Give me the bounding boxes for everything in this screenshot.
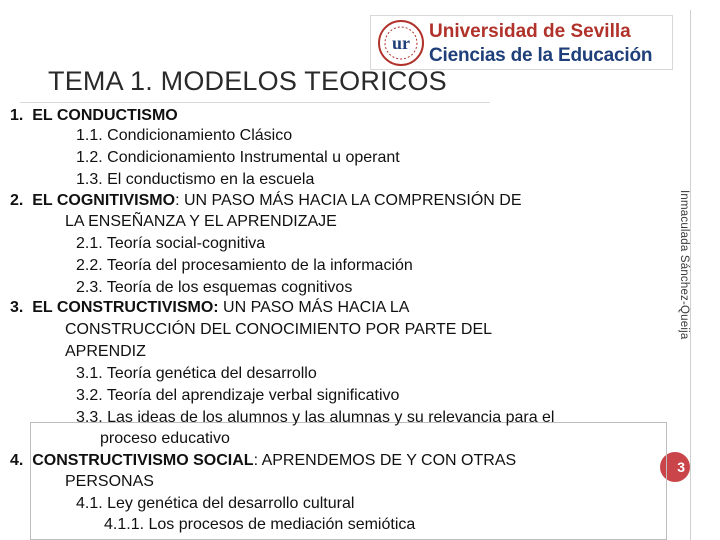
item-heading: EL CONSTRUCTIVISMO: [32, 299, 219, 316]
outline-item-continuation: LA ENSEÑANZA Y EL APRENDIZAJE [65, 213, 337, 230]
page-number: 3 [677, 459, 685, 475]
university-name: Universidad de Sevilla [429, 21, 631, 42]
outline-subitem: 1.1. Condicionamiento Clásico [76, 127, 293, 144]
svg-text:ur: ur [392, 33, 410, 53]
outline-subsubitem: 4.1.1. Los procesos de mediación semiótica [104, 516, 416, 533]
item-number: 1. [10, 107, 24, 124]
item-heading: CONSTRUCTIVISMO SOCIAL [32, 452, 254, 469]
outline-item-1 [10, 106, 178, 126]
item-heading-rest: : APRENDEMOS DE Y CON OTRAS [253, 452, 517, 469]
item-heading: EL CONDUCTISMO [32, 107, 178, 124]
outline-subitem: 1.2. Condicionamiento Instrumental u operant [76, 149, 400, 166]
outline-subitem: 3.1. Teoría genética del desarrollo [76, 365, 317, 382]
outline-item-3 [10, 298, 409, 318]
outline-item-2 [10, 191, 522, 211]
outline-subitem: 4.1. Ley genética del desarrollo cultural [76, 495, 355, 512]
item-heading-rest: UN PASO MÁS HACIA LA [218, 299, 410, 316]
outline-subitem: 2.2. Teoría del procesamiento de la información [76, 257, 413, 274]
author-label: Inmaculada Sánchez-Queija [678, 190, 690, 340]
outline-subitem: 2.3. Teoría de los esquemas cognitivos [76, 279, 353, 296]
item-number: 3. [10, 299, 24, 316]
page-title: TEMA 1. MODELOS TEORICOS [48, 66, 447, 96]
outline-item-continuation: PERSONAS [65, 473, 154, 490]
outline-subitem-continuation: proceso educativo [100, 430, 230, 447]
outline-item-continuation: APRENDIZ [65, 343, 146, 360]
outline-subitem: 2.1. Teoría social-cognitiva [76, 235, 266, 252]
outline-subitem: 3.2. Teoría del aprendizaje verbal significativo [76, 387, 400, 404]
outline-item-4 [10, 451, 516, 471]
item-number: 2. [10, 192, 24, 209]
outline-item-continuation: CONSTRUCCIÓN DEL CONOCIMIENTO POR PARTE DEL [65, 321, 493, 338]
item-heading-rest: : UN PASO MÁS HACIA LA COMPRENSIÓN DE [175, 192, 522, 209]
faculty-name: Ciencias de la Educación [429, 45, 653, 66]
item-number: 4. [10, 452, 24, 469]
item-heading: EL COGNITIVISMO [32, 192, 176, 209]
right-divider [690, 10, 691, 540]
outline-subitem: 3.3. Las ideas de los alumnos y las alumnas y su relevancia para el [76, 409, 555, 426]
outline-subitem: 1.3. El conductismo en la escuela [76, 171, 315, 188]
